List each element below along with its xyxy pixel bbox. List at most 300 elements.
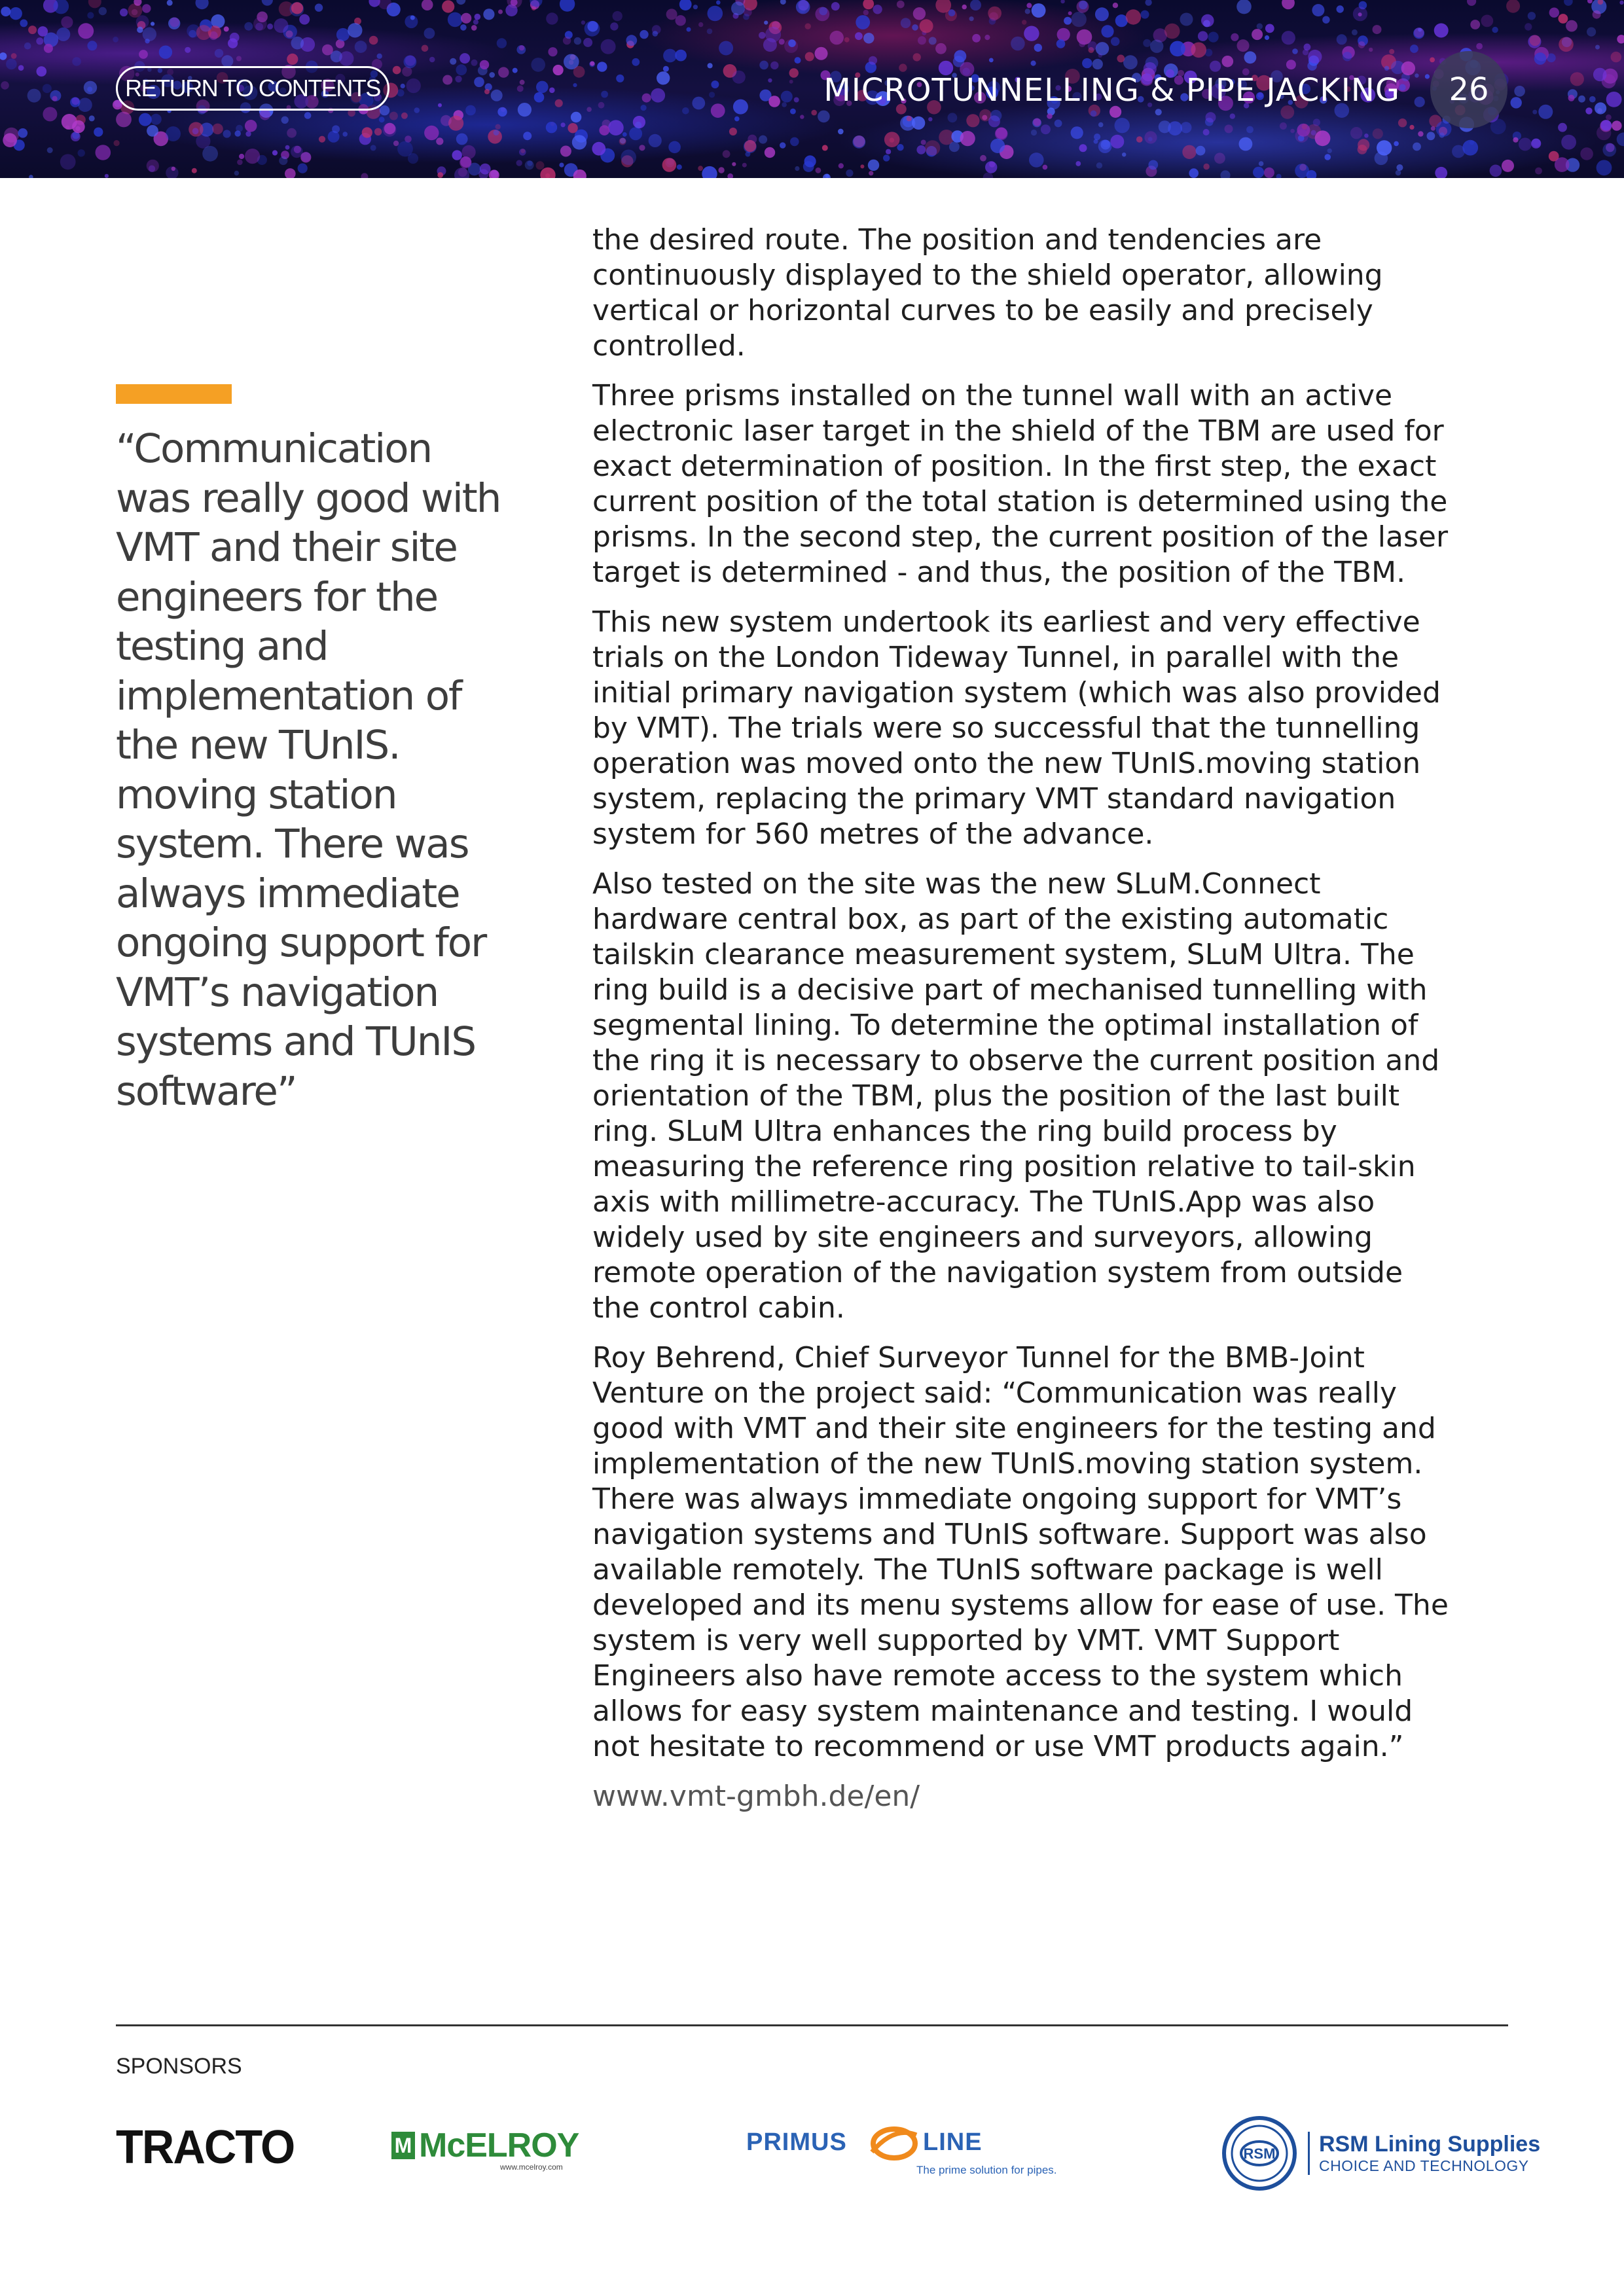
header-dot bbox=[1206, 112, 1216, 122]
header-dot bbox=[1578, 96, 1585, 103]
header-dot bbox=[765, 147, 775, 158]
header-dot bbox=[1531, 139, 1541, 149]
header-dot bbox=[573, 83, 577, 87]
header-dot bbox=[1236, 0, 1252, 14]
header-dot bbox=[196, 25, 211, 40]
header-dot bbox=[6, 59, 17, 70]
header-dot bbox=[1060, 0, 1064, 3]
header-dot bbox=[1606, 92, 1622, 107]
header-dot bbox=[377, 54, 382, 59]
header-dot bbox=[581, 20, 585, 24]
header-dot bbox=[732, 162, 736, 166]
header-dot bbox=[782, 102, 787, 107]
header-dot bbox=[1072, 12, 1087, 27]
header-dot bbox=[489, 170, 499, 178]
header-dot bbox=[18, 128, 28, 138]
header-dot bbox=[1514, 86, 1525, 97]
header-dot bbox=[916, 145, 926, 154]
header-dot bbox=[1025, 9, 1030, 14]
header-dot bbox=[1308, 50, 1322, 63]
header-dot bbox=[839, 163, 844, 168]
header-dot bbox=[1470, 20, 1480, 29]
header-dot bbox=[948, 9, 956, 16]
header-dot bbox=[863, 33, 874, 43]
header-dot bbox=[823, 174, 831, 179]
header-dot bbox=[339, 51, 353, 65]
header-dot bbox=[223, 130, 231, 137]
header-dot bbox=[1311, 130, 1316, 135]
header-dot bbox=[54, 0, 69, 14]
header-dot bbox=[361, 173, 368, 178]
header-dot bbox=[1369, 48, 1373, 52]
header-dot bbox=[43, 84, 52, 93]
header-dot bbox=[192, 128, 199, 134]
header-dot bbox=[105, 174, 109, 178]
header-dot bbox=[731, 1, 745, 15]
header-dot bbox=[1026, 3, 1032, 8]
header-dot bbox=[534, 92, 545, 103]
header-dot bbox=[1115, 118, 1130, 133]
header-dot bbox=[370, 145, 376, 151]
header-dot bbox=[519, 45, 524, 50]
header-dot bbox=[60, 154, 76, 170]
header-dot bbox=[1358, 41, 1365, 48]
header-dot bbox=[1180, 13, 1193, 26]
header-dot bbox=[255, 23, 263, 31]
header-dot bbox=[1396, 164, 1403, 171]
header-dot bbox=[301, 152, 310, 161]
header-dot bbox=[520, 149, 525, 153]
header-dot bbox=[480, 60, 489, 69]
header-dot bbox=[1490, 164, 1502, 177]
header-dot bbox=[1168, 121, 1182, 135]
header-dot bbox=[1414, 27, 1424, 37]
header-dot bbox=[1220, 170, 1230, 178]
header-dot bbox=[1145, 0, 1151, 6]
header-dot bbox=[531, 58, 545, 72]
header-dot bbox=[707, 29, 713, 35]
header-dot bbox=[1079, 41, 1085, 47]
header-dot bbox=[1619, 1, 1623, 5]
header-dot bbox=[518, 103, 532, 117]
header-dot bbox=[1313, 118, 1320, 126]
rsm-lining-logo[interactable] bbox=[1220, 2114, 1540, 2193]
header-dot bbox=[822, 145, 828, 151]
header-dot bbox=[912, 24, 918, 31]
header-dot bbox=[52, 96, 58, 101]
header-dot bbox=[1290, 129, 1295, 134]
header-dot bbox=[920, 19, 933, 33]
header-dot bbox=[291, 2, 303, 14]
primus-wordmark-right: LINE bbox=[923, 2128, 983, 2156]
header-dot bbox=[759, 61, 768, 70]
header-dot bbox=[1617, 132, 1624, 146]
header-dot bbox=[234, 171, 239, 175]
header-dot bbox=[698, 166, 703, 171]
header-dot bbox=[918, 36, 926, 45]
header-dot bbox=[437, 172, 443, 178]
header-dot bbox=[1564, 0, 1573, 6]
header-dot bbox=[139, 50, 148, 59]
header-dot bbox=[1492, 27, 1498, 33]
header-dot bbox=[279, 156, 287, 165]
mcelroy-wordmark: McELROY bbox=[419, 2126, 579, 2164]
header-dot bbox=[608, 120, 624, 135]
header-dot bbox=[653, 31, 659, 37]
header-dot bbox=[742, 163, 747, 168]
header-dot bbox=[414, 107, 420, 113]
header-dot bbox=[1394, 141, 1399, 147]
header-dot bbox=[281, 117, 289, 124]
primus-line-logo[interactable] bbox=[746, 2128, 1057, 2181]
header-dot bbox=[966, 114, 979, 127]
header-dot bbox=[1425, 74, 1430, 79]
header-dot bbox=[623, 132, 627, 137]
header-dot bbox=[1034, 44, 1042, 52]
header-dot bbox=[601, 91, 608, 98]
header-dot bbox=[732, 71, 746, 84]
header-dot bbox=[1337, 34, 1347, 45]
header-dot bbox=[1399, 84, 1406, 90]
header-dot bbox=[764, 20, 768, 24]
header-dot bbox=[1098, 122, 1104, 128]
header-dot bbox=[1208, 32, 1219, 43]
rsm-tagline: CHOICE AND TECHNOLOGY bbox=[1319, 2157, 1529, 2174]
header-dot bbox=[1064, 17, 1072, 25]
header-dot bbox=[1415, 97, 1425, 107]
header-dot bbox=[1222, 56, 1234, 67]
header-dot bbox=[954, 50, 967, 63]
header-dot bbox=[78, 98, 92, 112]
header-dot bbox=[988, 7, 1001, 20]
body-paragraph: the desired route. The position and tendencies are continuously displayed to the shield operator, allowing vertical or horizontal curves to be easily and precisely controlled. bbox=[592, 223, 1383, 363]
header-dot bbox=[1337, 5, 1344, 12]
header-dot bbox=[679, 0, 692, 10]
header-dot bbox=[788, 39, 796, 47]
header-dot bbox=[1595, 45, 1600, 50]
header-dot bbox=[1239, 137, 1253, 151]
header-dot bbox=[907, 116, 912, 121]
header-dot bbox=[1098, 54, 1103, 58]
header-dot bbox=[438, 103, 442, 107]
header-dot bbox=[1389, 49, 1394, 54]
header-dot bbox=[1057, 28, 1070, 41]
header-dot bbox=[1534, 52, 1547, 65]
header-dot bbox=[571, 112, 581, 122]
header-dot bbox=[78, 149, 85, 156]
header-dot bbox=[560, 146, 571, 157]
header-dot bbox=[913, 7, 926, 20]
header-dot bbox=[1136, 136, 1143, 143]
header-dot bbox=[1409, 125, 1414, 130]
header-dot bbox=[20, 20, 27, 27]
header-dot bbox=[599, 125, 609, 135]
header-dot bbox=[846, 170, 853, 177]
header-dot bbox=[897, 1, 905, 9]
header-dot bbox=[87, 41, 97, 50]
header-dot bbox=[990, 139, 1005, 153]
header-dot bbox=[1327, 149, 1332, 153]
header-dot bbox=[677, 164, 682, 170]
header-dot bbox=[663, 49, 677, 63]
header-dot bbox=[640, 30, 648, 39]
header-dot bbox=[563, 37, 571, 45]
mcelroy-logo[interactable] bbox=[391, 2126, 579, 2172]
header-dot bbox=[1022, 20, 1026, 24]
header-dot bbox=[718, 167, 724, 173]
header-dot bbox=[1611, 52, 1621, 62]
header-dot bbox=[1098, 139, 1112, 153]
header-dot bbox=[1259, 161, 1264, 166]
header-dot bbox=[1532, 110, 1537, 115]
header-dot bbox=[598, 102, 605, 109]
header-dot bbox=[1189, 168, 1199, 178]
header-dot bbox=[78, 23, 94, 39]
header-dot bbox=[171, 167, 175, 171]
header-dot bbox=[1413, 143, 1421, 151]
header-dot bbox=[1148, 137, 1153, 141]
header-dot bbox=[260, 109, 271, 120]
rsm-seal-icon bbox=[1220, 2114, 1299, 2193]
header-dot bbox=[94, 128, 103, 137]
header-dot bbox=[65, 126, 69, 130]
header-dot bbox=[471, 25, 477, 31]
header-dot bbox=[291, 37, 304, 50]
header-dot bbox=[322, 45, 333, 56]
header-dot bbox=[855, 32, 863, 40]
header-dot bbox=[687, 27, 691, 32]
header-dot bbox=[1373, 128, 1383, 139]
header-dot bbox=[523, 132, 532, 140]
header-dot bbox=[474, 77, 484, 88]
header-dot bbox=[796, 0, 810, 14]
vmt-website-link[interactable]: www.vmt-gmbh.de/en/ bbox=[592, 1780, 920, 1813]
header-dot bbox=[1088, 41, 1097, 50]
header-dot bbox=[429, 57, 435, 63]
header-dot bbox=[1511, 97, 1522, 108]
header-dot bbox=[137, 27, 143, 33]
header-dot bbox=[1041, 124, 1051, 134]
header-dot bbox=[342, 132, 348, 137]
header-dot bbox=[819, 7, 827, 16]
header-dot bbox=[72, 120, 85, 134]
header-dot bbox=[452, 150, 462, 160]
body-paragraph: Three prisms installed on the tunnel wall with an active electronic laser target in the shield of the TBM are used for exact determination of position. In the first step, the exact current position of the total station is determined using the prisms. In the second step, the current position of the laser target is determined - and thus, the position of the TBM. bbox=[592, 379, 1449, 589]
header-dot bbox=[995, 128, 1008, 141]
header-dot bbox=[553, 65, 564, 75]
header-dot bbox=[1031, 61, 1036, 66]
header-dot bbox=[1198, 31, 1208, 41]
header-dot bbox=[1225, 124, 1233, 133]
header-dot bbox=[406, 79, 421, 93]
header-dot bbox=[245, 131, 251, 136]
header-dot bbox=[890, 137, 894, 142]
header-dot bbox=[484, 89, 490, 94]
header-dot bbox=[1024, 26, 1039, 41]
header-dot bbox=[698, 22, 703, 27]
mcelroy-url: www.mcelroy.com bbox=[500, 2162, 563, 2172]
header-dot bbox=[1056, 39, 1066, 48]
header-dot bbox=[980, 155, 986, 162]
header-dot bbox=[37, 66, 47, 77]
tracto-logo[interactable]: TRACTO bbox=[116, 2121, 295, 2174]
header-dot bbox=[120, 9, 128, 16]
header-dot bbox=[497, 38, 507, 48]
header-dot bbox=[989, 58, 994, 63]
header-dot bbox=[868, 160, 879, 171]
header-dot bbox=[185, 47, 190, 53]
return-to-contents-button[interactable]: RETURN TO CONTENTS bbox=[116, 66, 389, 111]
header-dot bbox=[559, 163, 564, 168]
header-dot bbox=[641, 105, 647, 111]
header-dot bbox=[708, 6, 723, 22]
header-dot bbox=[1280, 122, 1287, 130]
header-dot bbox=[1530, 35, 1541, 46]
header-dot bbox=[397, 141, 413, 157]
primus-swoosh-icon bbox=[868, 2126, 920, 2161]
header-dot bbox=[491, 90, 503, 101]
header-dot bbox=[1276, 174, 1282, 178]
header-dot bbox=[1587, 27, 1596, 37]
header-dot bbox=[734, 117, 740, 122]
header-dot bbox=[592, 142, 605, 156]
header-dot bbox=[304, 112, 312, 119]
header-dot bbox=[1, 81, 9, 90]
header-dot bbox=[583, 38, 592, 47]
header-dot bbox=[1555, 157, 1570, 172]
header-dot bbox=[863, 10, 869, 15]
header-dot bbox=[424, 28, 435, 39]
header-dot bbox=[613, 11, 623, 21]
header-dot bbox=[114, 140, 120, 146]
header-dot bbox=[693, 5, 698, 9]
header-dot bbox=[1595, 102, 1606, 114]
header-dot bbox=[450, 58, 456, 65]
header-dot bbox=[401, 84, 405, 88]
header-dot bbox=[355, 41, 367, 53]
header-dot bbox=[38, 26, 48, 37]
header-dot bbox=[1033, 118, 1041, 126]
header-dot bbox=[170, 18, 179, 27]
header-dot bbox=[587, 21, 598, 31]
header-dot bbox=[702, 166, 717, 178]
header-dot bbox=[1029, 152, 1044, 168]
header-dot bbox=[597, 62, 607, 71]
header-dot bbox=[886, 149, 891, 154]
header-dot bbox=[298, 164, 308, 173]
header-dot bbox=[883, 154, 890, 161]
header-dot bbox=[422, 0, 433, 10]
header-dot bbox=[1528, 12, 1536, 20]
header-dot bbox=[72, 98, 80, 105]
header-dot bbox=[1265, 35, 1269, 40]
header-dot bbox=[1401, 62, 1415, 75]
header-dot bbox=[1617, 35, 1624, 43]
header-dot bbox=[616, 75, 624, 82]
header-dot bbox=[1593, 10, 1601, 19]
header-dot bbox=[790, 109, 796, 115]
header-dot bbox=[1589, 96, 1596, 103]
header-dot bbox=[1230, 113, 1235, 118]
header-dot bbox=[147, 160, 159, 172]
header-dot bbox=[1150, 39, 1163, 52]
header-dot bbox=[790, 137, 799, 147]
header-dot bbox=[744, 140, 756, 152]
header-dot bbox=[29, 175, 33, 178]
header-dot bbox=[267, 24, 273, 29]
header-dot bbox=[795, 57, 801, 63]
header-dot bbox=[1538, 105, 1553, 119]
header-dot bbox=[422, 45, 429, 52]
header-dot bbox=[436, 137, 443, 145]
header-dot bbox=[401, 113, 408, 119]
header-dot bbox=[984, 35, 990, 40]
header-dot bbox=[24, 43, 31, 50]
header-dot bbox=[272, 150, 278, 155]
header-dot bbox=[1214, 152, 1225, 164]
header-dot bbox=[1110, 135, 1124, 149]
header-dot bbox=[151, 22, 154, 26]
header-dot bbox=[873, 5, 882, 14]
header-dot bbox=[393, 66, 401, 75]
header-dot bbox=[1312, 4, 1324, 16]
header-dot bbox=[949, 141, 960, 152]
header-dot bbox=[561, 122, 566, 127]
header-dot bbox=[729, 128, 737, 135]
header-dot bbox=[642, 94, 651, 103]
header-dot bbox=[72, 57, 81, 66]
header-dot bbox=[1148, 160, 1158, 170]
header-dot bbox=[1593, 68, 1607, 82]
header-dot bbox=[1079, 1, 1087, 9]
header-dot bbox=[794, 98, 799, 103]
header-dot bbox=[789, 68, 799, 77]
header-dot bbox=[393, 141, 399, 146]
header-dot bbox=[10, 7, 22, 20]
header-dot bbox=[985, 161, 997, 173]
header-dot bbox=[621, 150, 636, 166]
header-dot bbox=[1373, 25, 1382, 34]
header-dot bbox=[159, 46, 172, 59]
header-dot bbox=[759, 135, 767, 144]
header-dot bbox=[28, 26, 37, 34]
header-dot bbox=[1549, 8, 1559, 18]
header-dot bbox=[666, 9, 677, 20]
header-dot bbox=[1467, 0, 1476, 6]
header-dot bbox=[869, 171, 873, 175]
header-dot bbox=[113, 37, 118, 43]
header-dot bbox=[1082, 58, 1092, 68]
header-dot bbox=[448, 12, 463, 27]
header-dot bbox=[11, 53, 17, 59]
body-paragraph: Also tested on the site was the new SLuM.Connect hardware central box, as part of the existing automatic tailskin clearance measurement system, SLuM Ultra. The ring build is a decisive part of mechanised tunnelling with segmental lining. To determine the optimal installation of the ring it is necessary to observe the current position and orientation of the TBM, plus the position of the last built ring. SLuM Ultra enhances the ring build process by measuring the reference ring position relative to tail-skin axis with millimetre-accuracy. The TUnIS.App was also widely used by site engineers and surveyors, allowing remote operation of the navigation system from outside the control cabin. bbox=[592, 867, 1440, 1325]
header-dot bbox=[1410, 45, 1418, 53]
header-dot bbox=[831, 2, 840, 10]
header-dot bbox=[44, 44, 53, 53]
primus-wordmark-left: PRIMUS bbox=[746, 2128, 847, 2156]
header-dot bbox=[779, 39, 785, 45]
header-dot bbox=[913, 53, 921, 61]
header-dot bbox=[572, 135, 586, 149]
header-dot bbox=[1252, 29, 1263, 40]
header-dot bbox=[224, 26, 229, 31]
header-dot bbox=[795, 166, 799, 171]
header-dot bbox=[844, 37, 850, 43]
header-dot bbox=[928, 117, 932, 121]
header-dot bbox=[239, 154, 244, 159]
header-dot bbox=[465, 105, 476, 116]
header-dot bbox=[517, 85, 524, 92]
